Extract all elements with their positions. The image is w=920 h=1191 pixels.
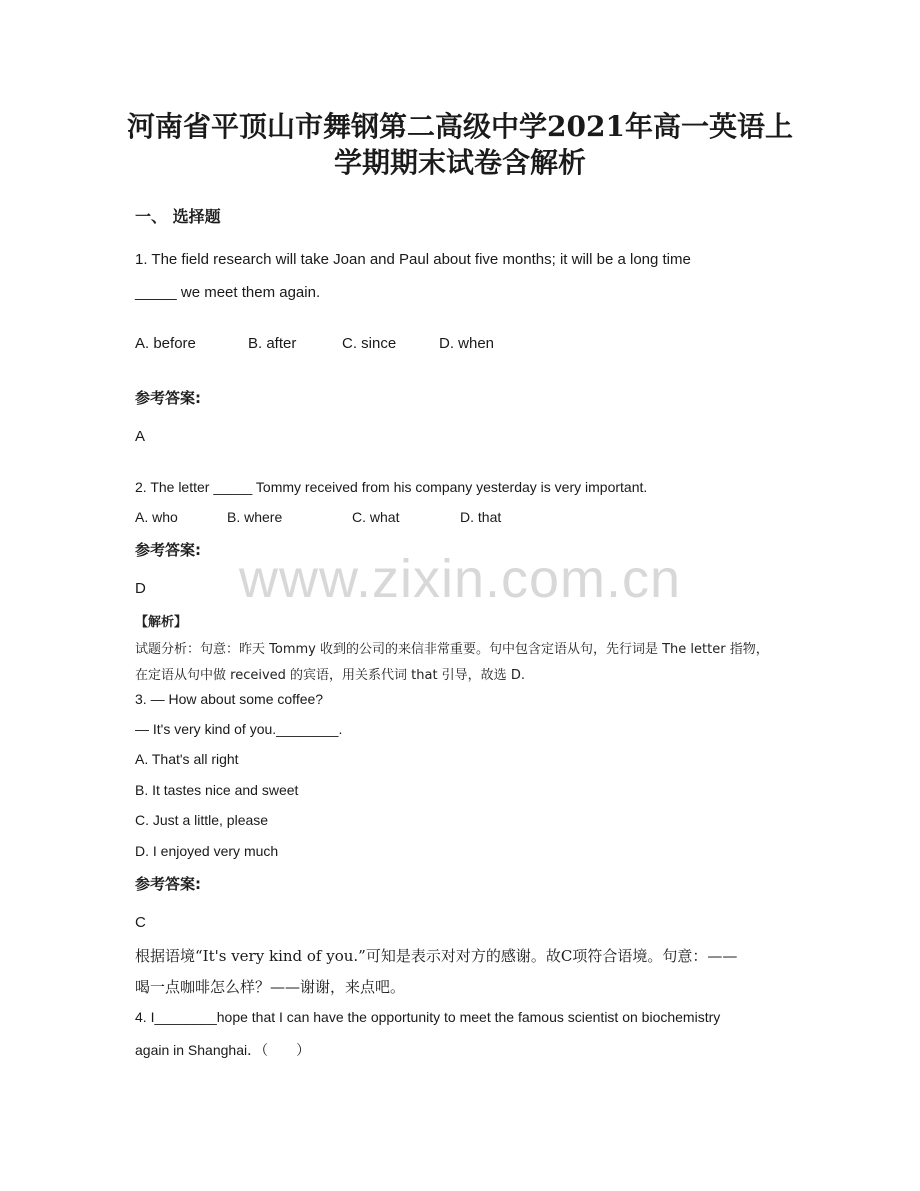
watermark: www.zixin.com.cn bbox=[238, 549, 682, 609]
q3-explanation-line1: 根据语境“It's very kind of you.”可知是表示对对方的感谢。故C项符合语境。句意：—— bbox=[135, 947, 738, 965]
q2-option-c: C. what bbox=[352, 509, 400, 525]
q3-stem-line2: — It's very kind of you.________. bbox=[135, 721, 343, 737]
q1-stem-line1: 1. The field research will take Joan and Paul about five months; it will be a long time bbox=[135, 251, 691, 268]
q3-answer: C bbox=[135, 914, 146, 931]
q2-option-d: D. that bbox=[460, 509, 502, 525]
q1-answer-heading: 参考答案: bbox=[135, 389, 201, 407]
q2-answer-heading: 参考答案: bbox=[135, 541, 201, 559]
q1-option-b: B. after bbox=[248, 335, 297, 352]
section-heading: 一、 选择题 bbox=[135, 207, 221, 226]
q2-stem: 2. The letter _____ Tommy received from his company yesterday is very important. bbox=[135, 479, 648, 495]
q2-analysis-line2: 在定语从句中做 received 的宾语，用关系代词 that 引导，故选 D. bbox=[135, 668, 525, 683]
q3-option-c: C. Just a little, please bbox=[135, 812, 269, 828]
q1-stem-line2: _____ we meet them again. bbox=[135, 284, 321, 301]
q1-option-d: D. when bbox=[439, 335, 495, 352]
q4-stem-line2: again in Shanghai．（ ） bbox=[135, 1042, 311, 1058]
q2-analysis-label: 【解析】 bbox=[135, 615, 188, 630]
q1-answer: A bbox=[135, 428, 146, 445]
q4-stem-line1: 4. I________hope that I can have the opportunity to meet the famous scientist on biochemistry bbox=[135, 1009, 721, 1025]
q1-option-a: A. before bbox=[135, 335, 196, 352]
q3-option-d: D. I enjoyed very much bbox=[135, 843, 279, 859]
q3-option-a: A. That's all right bbox=[135, 751, 239, 767]
q3-answer-heading: 参考答案: bbox=[135, 875, 201, 893]
q3-explanation-line2: 喝一点咖啡怎么样？——谢谢，来点吧。 bbox=[135, 978, 406, 996]
q1-option-c: C. since bbox=[342, 335, 397, 352]
q2-analysis-line1: 试题分析：句意：昨天 Tommy 收到的公司的来信非常重要。句中包含定语从句，先行词是 The letter 指物， bbox=[135, 642, 769, 657]
q3-option-b: B. It tastes nice and sweet bbox=[135, 782, 299, 798]
doc-title-line1: 河南省平顶山市舞钢第二高级中学2021年高一英语上 bbox=[127, 110, 793, 143]
q3-stem-line1: 3. — How about some coffee? bbox=[135, 691, 324, 707]
q2-option-b: B. where bbox=[227, 509, 283, 525]
q2-option-a: A. who bbox=[135, 509, 178, 525]
doc-title-line2: 学期期末试卷含解析 bbox=[333, 146, 586, 179]
q2-answer: D bbox=[135, 580, 146, 597]
